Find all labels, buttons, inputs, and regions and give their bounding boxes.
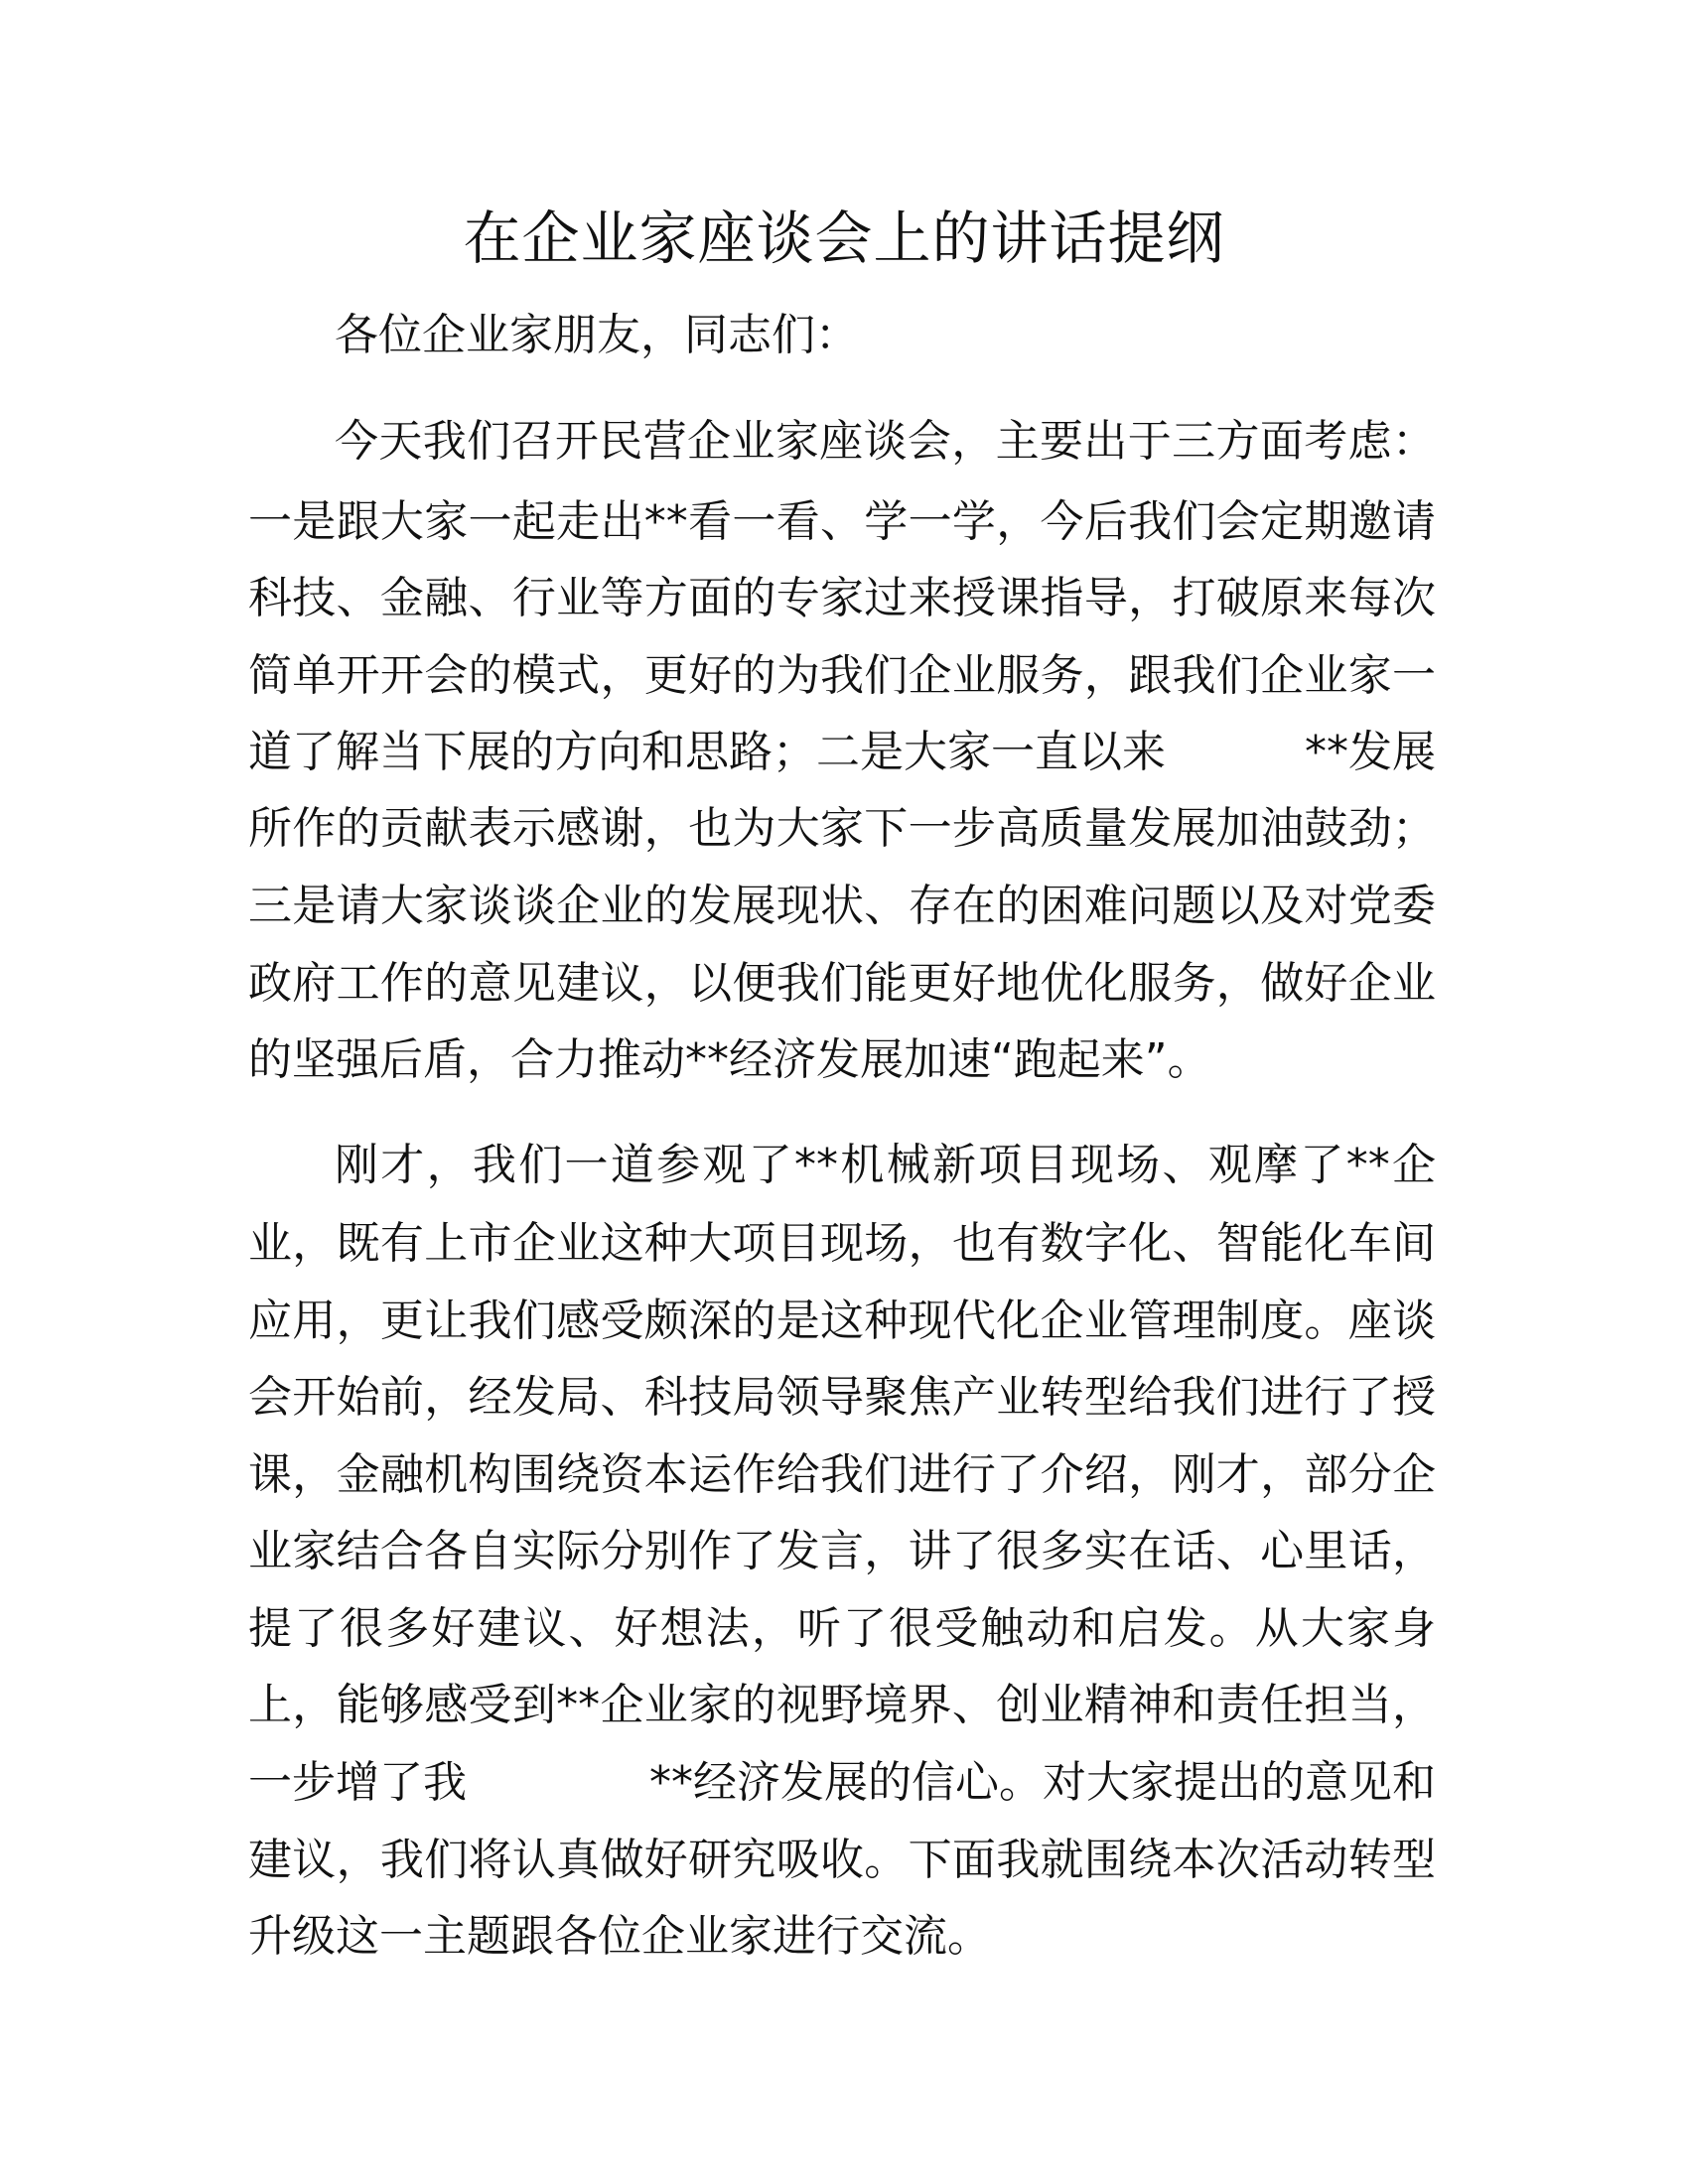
paragraph-line: 简单开开会的模式，更好的为我们企业服务，跟我们企业家一 xyxy=(248,650,1436,701)
paragraph-line: 所作的贡献表示感谢，也为大家下一步高质量发展加油鼓劲； xyxy=(248,803,1436,854)
paragraph-line-part: 一步增了我 xyxy=(248,1757,467,1808)
paragraph-line: 刚才，我们一道参观了**机械新项目现场、观摩了**企 xyxy=(335,1140,1436,1190)
paragraph-line: 升级这一主题跟各位企业家进行交流。 xyxy=(248,1911,991,1962)
paragraph-line: 上，能够感受到**企业家的视野境界、创业精神和责任担当， xyxy=(248,1680,1436,1730)
salutation: 各位企业家朋友，同志们： xyxy=(335,310,859,360)
paragraph-line: 的坚强后盾，合力推动**经济发展加速“跑起来”。 xyxy=(248,1034,1211,1085)
document-title: 在企业家座谈会上的讲话提纲 xyxy=(463,205,1225,272)
paragraph-line xyxy=(248,1755,1436,1811)
paragraph-line-part: **经济发展的信心。对大家提出的意见和 xyxy=(649,1757,1436,1808)
paragraph-line: 课，金融机构围绕资本运作给我们进行了介绍，刚才，部分企 xyxy=(248,1449,1436,1500)
paragraph-line: 业，既有上市企业这种大项目现场，也有数字化、智能化车间 xyxy=(248,1218,1436,1269)
paragraph-line: 今天我们召开民营企业家座谈会，主要出于三方面考虑： xyxy=(335,416,1436,467)
paragraph-line: 三是请大家谈谈企业的发展现状、存在的困难问题以及对党委 xyxy=(248,881,1436,931)
paragraph-line: 建议，我们将认真做好研究吸收。下面我就围绕本次活动转型 xyxy=(248,1835,1436,1885)
paragraph-line: 科技、金融、行业等方面的专家过来授课指导，打破原来每次 xyxy=(248,573,1436,623)
paragraph-line: 政府工作的意见建议，以便我们能更好地优化服务，做好企业 xyxy=(248,958,1436,1009)
paragraph-line: 会开始前，经发局、科技局领导聚焦产业转型给我们进行了授 xyxy=(248,1372,1436,1423)
paragraph-line-part: **发展 xyxy=(1305,727,1436,777)
paragraph-line: 应用，更让我们感受颇深的是这种现代化企业管理制度。座谈 xyxy=(248,1296,1436,1346)
paragraph-line xyxy=(248,725,1436,780)
paragraph-line: 一是跟大家一起走出**看一看、学一学，今后我们会定期邀请 xyxy=(248,496,1436,547)
paragraph-line: 提了很多好建议、好想法，听了很受触动和启发。从大家身 xyxy=(248,1603,1436,1654)
paragraph-line: 业家结合各自实际分别作了发言，讲了很多实在话、心里话， xyxy=(248,1526,1436,1576)
paragraph-line-part: 道了解当下展的方向和思路；二是大家一直以来 xyxy=(248,727,1166,777)
